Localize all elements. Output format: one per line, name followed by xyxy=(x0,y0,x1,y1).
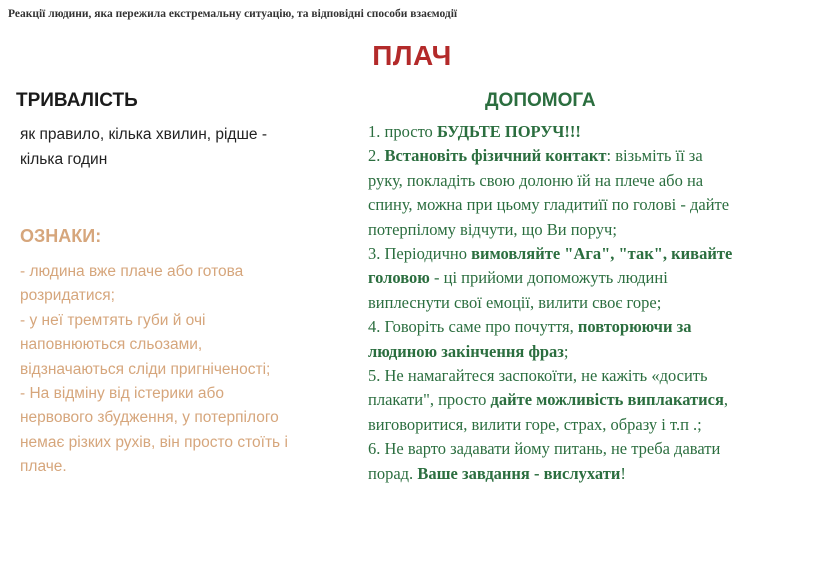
help-line xyxy=(368,413,818,437)
help-line xyxy=(368,340,818,364)
help-text: 4. Говоріть саме про почуття, xyxy=(368,317,578,337)
help-line xyxy=(368,388,818,412)
help-bold: вимовляйте "Ага", "так", кивайте xyxy=(471,244,733,264)
help-text: порад. xyxy=(368,463,418,483)
page-title: ПЛАЧ xyxy=(372,40,452,71)
help-text: 6. Не варто задавати йому питань, не треба давати xyxy=(368,439,721,459)
help-text: 1. просто xyxy=(368,122,437,141)
help-bold: головою xyxy=(368,268,430,288)
duration-text xyxy=(20,122,320,172)
help-line xyxy=(368,364,818,388)
duration-line: кілька годин xyxy=(20,151,108,168)
help-text: : візьміть її за xyxy=(606,146,703,166)
signs-heading: ОЗНАКИ: xyxy=(20,226,102,246)
help-text: 5. Не намагайтеся заспокоїти, не кажіть «досить xyxy=(368,366,708,386)
help-line xyxy=(368,315,818,339)
duration-heading: ТРИВАЛІСТЬ xyxy=(16,90,138,111)
signs-list xyxy=(20,260,340,480)
page-header: Реакції людини, яка пережила екстремальну ситуацію, та відповідні способи взаємодії xyxy=(8,8,458,20)
help-line xyxy=(368,462,818,486)
help-text: ; xyxy=(563,341,569,361)
help-bold: Ваше завдання - вислухати xyxy=(417,463,621,483)
help-line xyxy=(368,266,818,290)
help-heading: ДОПОМОГА xyxy=(485,90,596,111)
signs-line: наповнюються сльозами, xyxy=(20,336,203,354)
help-text: 3. Періодично xyxy=(368,244,472,264)
help-line xyxy=(368,437,818,461)
help-bold: повторюючи за xyxy=(577,317,692,337)
help-bold: людиною закінчення фраз xyxy=(368,341,564,361)
signs-line: - На відміну від істерики або xyxy=(20,385,224,403)
signs-line: - у неї тремтять губи й очі xyxy=(20,311,206,329)
help-line xyxy=(368,291,818,315)
help-list xyxy=(368,120,818,486)
help-line xyxy=(368,193,818,217)
help-line xyxy=(368,169,818,193)
help-text: виплеснути свої емоції, вилити своє горе; xyxy=(368,292,662,312)
help-bold: Встановіть фізичний контакт xyxy=(384,146,607,166)
help-bold: БУДЬТЕ ПОРУЧ!!! xyxy=(436,122,581,141)
signs-line: відзначаються сліди пригніченості; xyxy=(20,360,271,378)
duration-line: як правило, кілька хвилин, рідше - xyxy=(20,126,268,143)
signs-line: немає різких рухів, він просто стоїть і xyxy=(20,433,288,451)
help-line xyxy=(368,218,818,242)
signs-line: нервового збудження, у потерпілого xyxy=(20,409,279,427)
help-line xyxy=(368,242,818,266)
help-text: потерпілому відчути, що Ви поруч; xyxy=(368,219,617,239)
help-text: - ці прийоми допоможуть людині xyxy=(429,268,668,288)
help-bold: дайте можливість виплакатися xyxy=(490,390,724,410)
help-line xyxy=(368,120,818,144)
help-text: плакати", просто xyxy=(368,390,491,410)
signs-line: розридатися; xyxy=(20,287,115,305)
help-text: ! xyxy=(620,463,626,483)
help-text: виговоритися, вилити горе, страх, образу і т.п .; xyxy=(368,414,702,434)
signs-line: - людина вже плаче або готова xyxy=(20,263,244,280)
help-text: спину, можна при цьому гладитиїї по голові - дайте xyxy=(368,195,730,215)
help-text: руку, покладіть свою долоню їй на плече або на xyxy=(368,170,704,190)
help-text: , xyxy=(723,390,729,410)
help-text: 2. xyxy=(368,146,385,166)
help-line xyxy=(368,144,818,168)
signs-line: плаче. xyxy=(20,458,67,476)
